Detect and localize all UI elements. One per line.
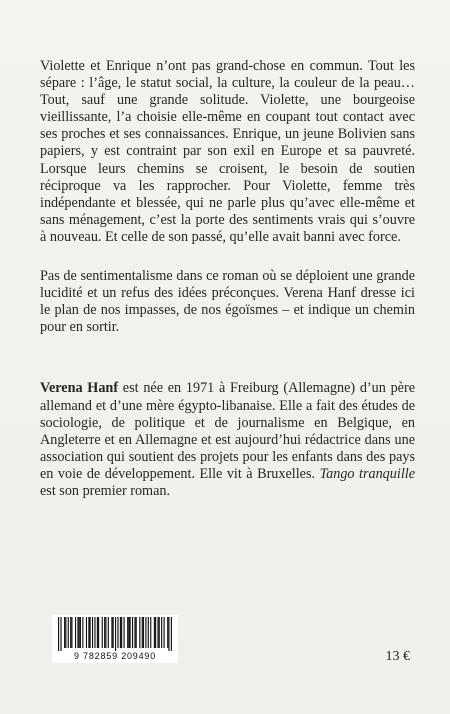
barcode-bar [111,617,112,648]
barcode-bar [168,617,169,651]
barcode-bar [102,617,103,648]
barcode [52,615,178,663]
barcode-bar [86,617,87,648]
barcode-bar [132,617,133,648]
barcode-bar [139,617,140,648]
barcode-bar [148,617,149,648]
summary-paragraph-2: Pas de sentimentalisme dans ce roman où se déploient une grande lucidité et un refus des idées préconçues. Verena Hanf dresse ici le plan de nos impasses, de nos égoïsmes – et indique un chemin pour en sortir. [40,268,415,336]
barcode-bar [105,617,106,648]
barcode-bar [79,617,80,648]
barcode-bar [92,617,93,648]
author-bio-text-1: est née en 1971 à Freiburg (Allemagne) d’un père allemand et d’une mère égypto-libanaise. Elle a fait des études de sociologie, de politique et de journalisme en Belgique, en Angleterre et en Allemagne et est aujourd’hui rédactrice dans une association qui soutient des projets pour les enfants dans des pays en voie de développement. Elle vit à Bruxelles. [40,380,415,482]
barcode-bar [159,617,160,648]
barcode-bar [77,617,78,648]
summary-paragraph-1: Violette et Enrique n’ont pas grand-chose en commun. Tout les sépare : l’âge, le statut social, la culture, la couleur de la peau… Tout, sauf une grande solitude. Violette, une bourgeoise vieillissante, l’a choisie elle-même en coupant tout contact avec ses proches et ses connaissances. Enrique, un jeune Bolivien sans papiers, y est contraint par son exil en Europe et sa pauvreté. Lorsque leurs chemins se croisent, le besoin de soutien réciproque va les rapprocher. Pour Violette, femme très indépendante et blessée, qui ne parle plus qu’avec elle-même et sans ménagement, c’est la porte des sentiments vrais qui s’ouvre à nouveau. Et celle de son passé, qu’elle avait banni avec force. [40,58,415,245]
barcode-bar [80,617,81,648]
barcode-bar [157,617,158,648]
barcode-bar [150,617,151,648]
price: 13 € [385,649,410,664]
author-name: Verena Hanf [40,380,119,397]
barcode-bar [108,617,109,648]
barcode-bar [117,617,118,648]
barcode-number: 9 782859 209490 [73,651,157,661]
barcode-bar [154,617,155,648]
barcode-bar [113,617,114,648]
barcode-bar [65,617,66,648]
barcode-bar [115,617,116,651]
barcode-bar [68,617,69,648]
barcode-bar [136,617,137,648]
barcode-bar [145,617,146,648]
barcode-bar [88,617,89,648]
barcode-bar [167,617,168,648]
barcode-bar [130,617,131,648]
barcode-bar [155,617,156,648]
barcode-bar [128,617,129,648]
barcode-bar [97,617,98,648]
barcode-bar [143,617,144,648]
barcode-bar [142,617,143,648]
barcode-bar [58,617,59,651]
barcode-bar [70,617,71,648]
barcode-bar [104,617,105,648]
barcode-bar [82,617,83,648]
barcode-bar [171,617,172,651]
barcode-bar [98,617,99,648]
barcode-bar [71,617,72,648]
text-block [40,58,415,500]
barcode-bar [64,617,65,648]
barcode-bar [75,617,76,648]
barcode-bar [94,617,95,648]
barcode-bar [134,617,135,648]
author-bio-text-2: est son premier roman. [40,482,171,499]
book-title: Tango tranquille [319,465,415,482]
barcode-bar [60,617,61,651]
barcode-bars [58,617,172,651]
author-bio [40,380,415,500]
barcode-bar [120,617,121,648]
barcode-bar [90,617,91,648]
barcode-bar [127,617,128,648]
barcode-bar [123,617,124,648]
barcode-bar [161,617,162,648]
barcode-bar [121,617,122,648]
barcode-bar [164,617,165,648]
